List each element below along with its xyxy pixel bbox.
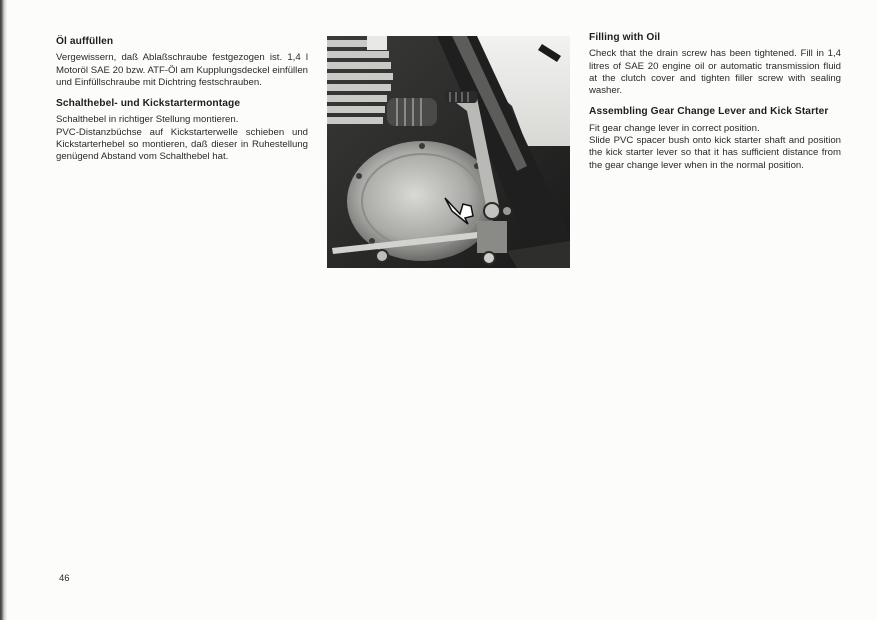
bracket: [477, 221, 507, 253]
lower-bolt: [483, 252, 495, 264]
english-lever-text-line2: Slide PVC spacer bush onto kick starter shaft and position the kick starter lever so that it has sufficient distance from the gear change lever when in the normal position.: [589, 135, 841, 171]
english-oil-heading: Filling with Oil: [589, 32, 661, 43]
engine-photo-illustration: [327, 36, 570, 268]
spacer-bush: [503, 207, 511, 215]
binding-edge: [0, 0, 7, 620]
german-oil-heading: Öl auffüllen: [56, 36, 114, 47]
german-lever-text: [56, 114, 308, 163]
page-number: 46: [59, 573, 70, 584]
english-lever-text-line1: Fit gear change lever in correct position.: [589, 122, 760, 134]
fin-highlight: [367, 36, 387, 50]
english-lever-text: [589, 123, 841, 172]
german-column: [56, 36, 308, 173]
german-lever-heading: Schalthebel- und Kickstartermontage: [56, 98, 241, 110]
engine-photo: [327, 36, 570, 268]
english-column: [589, 32, 841, 181]
gear-lever-pivot: [376, 250, 388, 262]
english-lever-heading: Assembling Gear Change Lever and Kick Starter: [589, 106, 829, 118]
german-oil-text: Vergewissern, daß Ablaßschraube festgezogen ist. 1,4 l Motoröl SAE 20 bzw. ATF-Öl am Kupplungsdeckel einfüllen und Einfüllschraube mit Dichtring festschrauben.: [56, 52, 308, 88]
kick-starter-shaft: [484, 203, 500, 219]
english-oil-text: Check that the drain screw has been tightened. Fill in 1,4 litres of SAE 20 engine oil or automatic transmission fluid at the clutch cover and tighten filler screw with sealing washer.: [589, 48, 841, 97]
german-lever-text-line2: PVC-Distanzbüchse auf Kickstarterwelle schieben und Kickstarterhebel so montieren, daß dieser in Ruhestellung genügend Abstand vom Schalthebel hat.: [56, 126, 308, 163]
german-lever-text-line1: Schalthebel in richtiger Stellung montieren.: [56, 114, 239, 126]
